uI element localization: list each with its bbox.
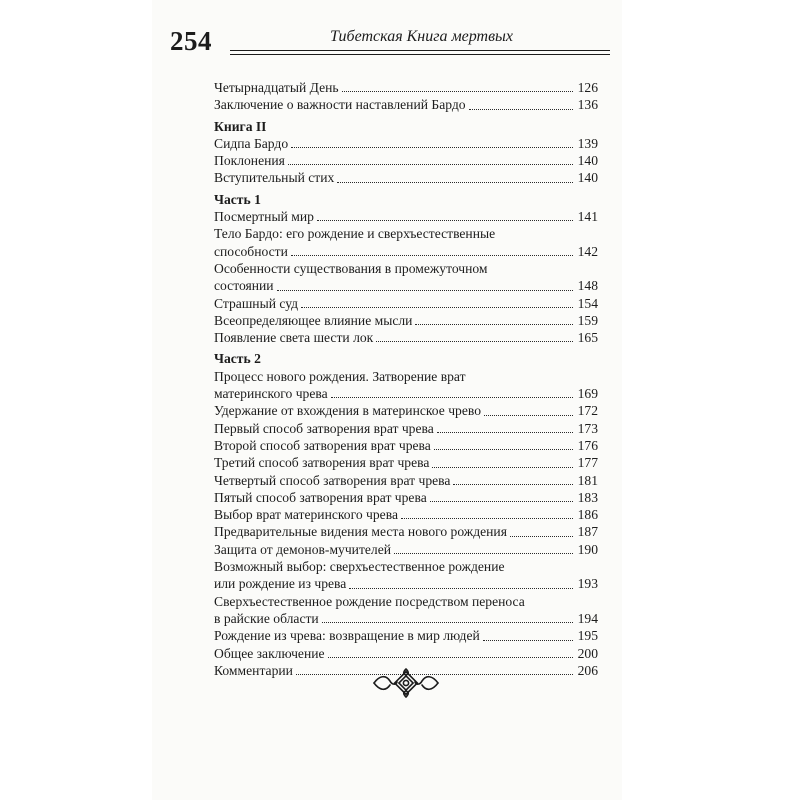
toc-entry-first-line: Сверхъестественное рождение посредством переноса xyxy=(214,593,525,609)
toc-entry-page: 200 xyxy=(577,645,598,661)
running-title: Тибетская Книга мертвых xyxy=(330,28,513,45)
toc-entry-page: 159 xyxy=(577,312,598,328)
toc-entry-title: Страшный суд xyxy=(214,295,299,311)
toc-entry xyxy=(214,96,598,113)
toc-entry-title: в райские области xyxy=(214,610,319,626)
toc-entry-title: Рождение из чрева: возвращение в мир людей xyxy=(214,628,480,644)
toc-entry xyxy=(214,243,598,260)
dot-leader xyxy=(291,255,573,256)
toc-entry xyxy=(214,489,598,506)
header-rule-thick xyxy=(230,50,610,51)
toc-entry-page: 169 xyxy=(577,386,598,402)
dot-leader xyxy=(376,341,573,342)
dot-leader xyxy=(291,147,573,148)
toc-entry-title: Удержание от вхождения в материнское чрево xyxy=(214,403,481,419)
dot-leader xyxy=(469,109,573,110)
toc-entry-page: 136 xyxy=(577,97,598,113)
toc-entry-page: 176 xyxy=(577,437,598,453)
toc-entry xyxy=(214,169,598,186)
toc-entry xyxy=(214,329,598,346)
dot-leader xyxy=(342,91,573,92)
toc-entry xyxy=(214,437,598,454)
dot-leader xyxy=(434,449,573,450)
toc-entry-title: Вступительный стих xyxy=(214,170,335,186)
header-rule-thin xyxy=(230,54,610,55)
toc-entry-title: или рождение из чрева xyxy=(214,576,347,592)
table-of-contents xyxy=(214,79,598,679)
section-heading-part-2: Часть 2 xyxy=(214,351,261,367)
toc-entry xyxy=(214,79,598,96)
toc-entry-title: Посмертный мир xyxy=(214,209,314,225)
toc-entry-page: 206 xyxy=(577,662,598,678)
toc-entry-title: Предварительные видения места нового рождения xyxy=(214,524,507,540)
toc-entry xyxy=(214,208,598,225)
dot-leader xyxy=(317,220,573,221)
toc-entry-first-line: Возможный выбор: сверхъестественное рождение xyxy=(214,559,505,575)
toc-entry xyxy=(214,541,598,558)
decorative-knot-ornament-icon xyxy=(372,666,440,700)
toc-entry xyxy=(214,506,598,523)
toc-entry-page: 141 xyxy=(577,209,598,225)
dot-leader xyxy=(483,640,573,641)
toc-entry-title: Защита от демонов-мучителей xyxy=(214,541,392,557)
toc-entry-page: 140 xyxy=(577,153,598,169)
toc-entry-title: Выбор врат материнского чрева xyxy=(214,507,398,523)
toc-entry-title: Появление света шести лок xyxy=(214,330,374,346)
toc-entry-page: 181 xyxy=(577,472,598,488)
section-heading-part-1: Часть 1 xyxy=(214,191,261,207)
dot-leader xyxy=(337,182,573,183)
toc-entry-page: 142 xyxy=(577,243,598,259)
toc-entry xyxy=(214,295,598,312)
toc-entry-title: Заключение о важности наставлений Бардо xyxy=(214,97,466,113)
toc-entry-page: 187 xyxy=(577,524,598,540)
toc-entry xyxy=(214,472,598,489)
page-header xyxy=(170,26,610,60)
dot-leader xyxy=(331,397,573,398)
toc-entry-title: Первый способ затворения врат чрева xyxy=(214,420,434,436)
dot-leader xyxy=(394,553,573,554)
toc-entry-page: 183 xyxy=(577,489,598,505)
toc-entry-title: состоянии xyxy=(214,278,274,294)
toc-entry-page: 165 xyxy=(577,330,598,346)
dot-leader xyxy=(328,657,573,658)
toc-entry-page: 140 xyxy=(577,170,598,186)
toc-entry-title: Поклонения xyxy=(214,153,285,169)
toc-entry-first-line: Процесс нового рождения. Затворение врат xyxy=(214,368,466,384)
dot-leader xyxy=(349,588,573,589)
toc-entry-page: 190 xyxy=(577,541,598,557)
toc-entry-page: 186 xyxy=(577,507,598,523)
section-heading-book-2: Книга II xyxy=(214,118,267,134)
toc-entry-page: 126 xyxy=(577,80,598,95)
toc-entry-first-line: Особенности существования в промежуточном xyxy=(214,260,488,276)
toc-entry-title: Третий способ затворения врат чрева xyxy=(214,455,430,471)
toc-entry xyxy=(214,385,598,402)
toc-entry-page: 172 xyxy=(577,403,598,419)
dot-leader xyxy=(401,518,573,519)
toc-entry-first-line: Тело Бардо: его рождение и сверхъестественные xyxy=(214,226,496,242)
toc-entry xyxy=(214,402,598,419)
toc-entry-title: материнского чрева xyxy=(214,386,328,402)
dot-leader xyxy=(322,622,573,623)
toc-entry-page: 139 xyxy=(577,135,598,151)
toc-entry xyxy=(214,135,598,152)
toc-entry-title: Общее заключение xyxy=(214,645,325,661)
toc-entry xyxy=(214,575,598,592)
dot-leader xyxy=(437,432,573,433)
toc-entry xyxy=(214,312,598,329)
dot-leader xyxy=(432,467,573,468)
toc-entry xyxy=(214,523,598,540)
toc-entry-page: 148 xyxy=(577,278,598,294)
dot-leader xyxy=(484,415,573,416)
toc-entry-title: Пятый способ затворения врат чрева xyxy=(214,489,427,505)
toc-entry xyxy=(214,420,598,437)
toc-entry xyxy=(214,645,598,662)
toc-entry-title: Сидпа Бардо xyxy=(214,135,289,151)
toc-entry-title: Четырнадцатый День xyxy=(214,80,339,95)
toc-entry-title: способности xyxy=(214,243,288,259)
dot-leader xyxy=(510,536,573,537)
dot-leader xyxy=(288,164,573,165)
toc-entry xyxy=(214,610,598,627)
toc-entry-page: 195 xyxy=(577,628,598,644)
dot-leader xyxy=(453,484,573,485)
toc-entry xyxy=(214,454,598,471)
toc-entry-title: Второй способ затворения врат чрева xyxy=(214,437,431,453)
toc-entry xyxy=(214,152,598,169)
dot-leader xyxy=(301,307,573,308)
toc-entry xyxy=(214,627,598,644)
toc-entry-page: 177 xyxy=(577,455,598,471)
toc-entry-page: 154 xyxy=(577,295,598,311)
page-number: 254 xyxy=(170,26,212,56)
toc-entry-page: 173 xyxy=(577,420,598,436)
dot-leader xyxy=(430,501,573,502)
dot-leader xyxy=(415,324,573,325)
toc-entry-title: Всеопределяющее влияние мысли xyxy=(214,312,413,328)
toc-entry-page: 193 xyxy=(577,576,598,592)
toc-entry-title: Комментарии xyxy=(214,662,293,678)
toc-entry-page: 194 xyxy=(577,610,598,626)
toc-entry xyxy=(214,277,598,294)
toc-entry-title: Четвертый способ затворения врат чрева xyxy=(214,472,451,488)
dot-leader xyxy=(277,290,573,291)
